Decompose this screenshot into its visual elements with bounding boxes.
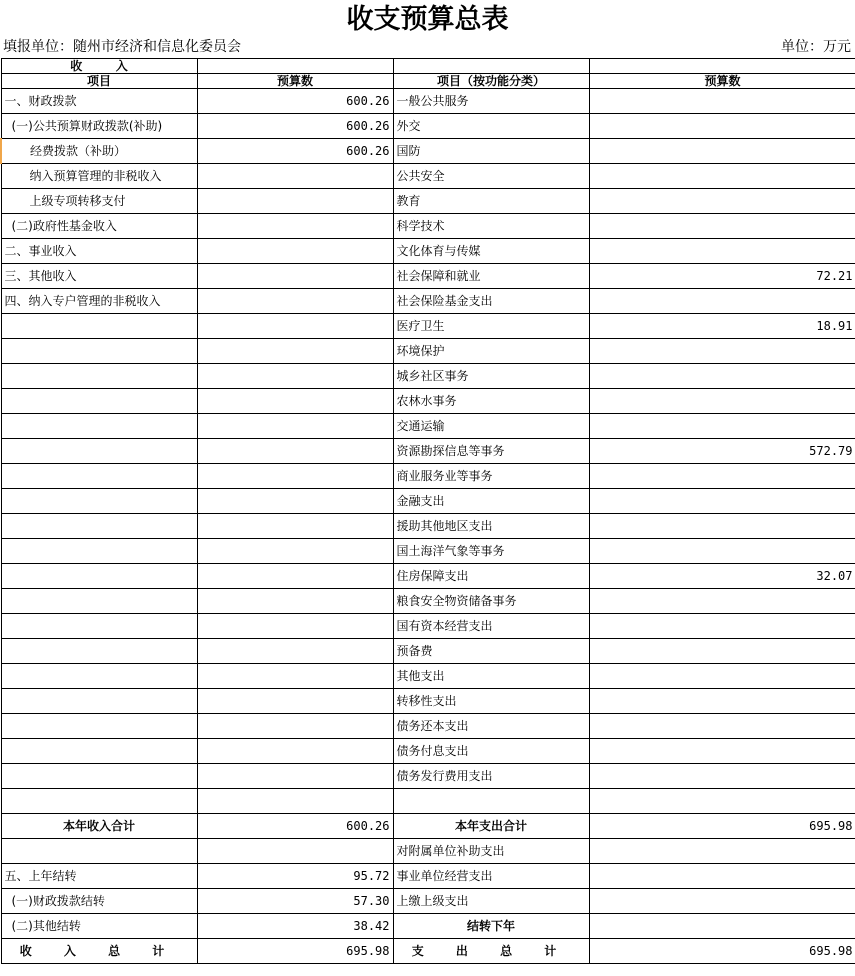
income-item-cell [1,439,197,464]
income-amount-cell [197,714,393,739]
expense-amount-cell: 32.07 [589,564,855,589]
expense-item-cell: 支 出 总 计 [393,939,589,964]
income-amount-cell [197,164,393,189]
expense-item-cell: 公共安全 [393,164,589,189]
expense-item-cell: 本年支出合计 [393,814,589,839]
income-amount-header: 预算数 [197,74,393,89]
expense-amount-cell [589,139,855,164]
table-row [1,914,855,939]
income-item-cell [1,564,197,589]
income-amount-cell [197,514,393,539]
table-row [1,589,855,614]
expense-amount-cell [589,889,855,914]
expense-item-cell: 金融支出 [393,489,589,514]
table-row [1,764,855,789]
income-item-cell [1,789,197,814]
income-item-cell [1,339,197,364]
reporting-unit-label: 填报单位：随州市经济和信息化委员会 [3,39,241,55]
income-amount-cell [197,639,393,664]
page-title: 收支预算总表 [346,4,509,35]
expense-item-cell: 上缴上级支出 [393,889,589,914]
expense-item-cell: 城乡社区事务 [393,364,589,389]
income-amount-cell [197,464,393,489]
expense-item-header: 项目（按功能分类） [393,74,589,89]
income-item-cell [1,614,197,639]
expense-amount-cell: 695.98 [589,939,855,964]
table-row [1,839,855,864]
table-row [1,514,855,539]
income-amount-cell [197,739,393,764]
income-item-cell [1,639,197,664]
income-item-cell [1,664,197,689]
income-amount-cell [197,664,393,689]
income-item-cell [1,314,197,339]
expense-item-cell: 预备费 [393,639,589,664]
table-row [1,364,855,389]
header-empty-cell [393,59,589,74]
table-row [1,289,855,314]
expense-item-cell: 社会保障和就业 [393,264,589,289]
table-row [1,339,855,364]
expense-item-cell: 援助其他地区支出 [393,514,589,539]
expense-item-cell: 其他支出 [393,664,589,689]
expense-amount-cell [589,114,855,139]
expense-item-cell: 农林水事务 [393,389,589,414]
table-row [1,239,855,264]
expense-amount-cell [589,364,855,389]
expense-amount-cell [589,289,855,314]
income-amount-cell [197,364,393,389]
expense-amount-cell [589,864,855,889]
income-item-cell: 一、财政拨款 [1,89,197,114]
income-item-cell: 上级专项转移支付 [1,189,197,214]
income-item-header: 项目 [1,74,197,89]
expense-amount-cell [589,789,855,814]
expense-amount-cell [589,189,855,214]
expense-amount-cell [589,764,855,789]
expense-item-cell: 结转下年 [393,914,589,939]
table-row [1,489,855,514]
income-item-cell [1,739,197,764]
expense-item-cell: 国有资本经营支出 [393,614,589,639]
income-amount-cell [197,314,393,339]
income-amount-cell [197,539,393,564]
income-item-cell [1,839,197,864]
income-item-cell: 四、纳入专户管理的非税收入 [1,289,197,314]
expense-item-cell: 债务发行费用支出 [393,764,589,789]
income-item-cell: 本年收入合计 [1,814,197,839]
table-row [1,939,855,964]
income-amount-cell: 95.72 [197,864,393,889]
table-row [1,664,855,689]
income-amount-cell [197,689,393,714]
header-empty-cell [197,59,393,74]
income-item-cell [1,364,197,389]
table-row [1,114,855,139]
table-row [1,814,855,839]
expense-item-cell: 住房保障支出 [393,564,589,589]
header-empty-cell [589,59,855,74]
table-row [1,414,855,439]
income-amount-cell [197,189,393,214]
income-group-header: 收 入 [1,59,197,74]
income-amount-cell [197,289,393,314]
expense-item-cell: 外交 [393,114,589,139]
expense-amount-cell [589,214,855,239]
income-item-cell [1,589,197,614]
income-amount-cell: 600.26 [197,114,393,139]
expense-amount-cell [589,689,855,714]
table-row [1,539,855,564]
header-row-group [1,59,855,74]
income-amount-cell [197,489,393,514]
expense-item-cell: 国防 [393,139,589,164]
table-row [1,189,855,214]
table-row [1,789,855,814]
expense-item-cell: 转移性支出 [393,689,589,714]
table-row [1,89,855,114]
table-row [1,164,855,189]
expense-amount-cell [589,514,855,539]
expense-item-cell: 商业服务业等事务 [393,464,589,489]
expense-item-cell: 文化体育与传媒 [393,239,589,264]
header-row-columns [1,74,855,89]
expense-item-cell: 教育 [393,189,589,214]
table-row [1,464,855,489]
table-row [1,889,855,914]
income-item-cell: 经费拨款（补助） [1,139,197,164]
expense-item-cell: 交通运输 [393,414,589,439]
income-amount-cell [197,614,393,639]
income-amount-cell: 57.30 [197,889,393,914]
expense-amount-cell [589,539,855,564]
table-row [1,864,855,889]
expense-amount-cell [589,89,855,114]
expense-amount-cell [589,664,855,689]
expense-item-cell: 环境保护 [393,339,589,364]
expense-amount-cell [589,339,855,364]
expense-item-cell: 国土海洋气象等事务 [393,539,589,564]
expense-amount-cell [589,489,855,514]
income-amount-cell [197,214,393,239]
expense-item-cell: 事业单位经营支出 [393,864,589,889]
table-row [1,564,855,589]
income-item-cell [1,539,197,564]
income-item-cell: 纳入预算管理的非税收入 [1,164,197,189]
expense-item-cell: 一般公共服务 [393,89,589,114]
income-amount-cell [197,839,393,864]
expense-amount-header: 预算数 [589,74,855,89]
income-item-cell [1,389,197,414]
table-row [1,689,855,714]
expense-item-cell: 医疗卫生 [393,314,589,339]
expense-amount-cell: 72.21 [589,264,855,289]
income-amount-cell [197,414,393,439]
income-amount-cell: 38.42 [197,914,393,939]
income-item-cell [1,714,197,739]
expense-amount-cell [589,239,855,264]
income-item-cell: (二)政府性基金收入 [1,214,197,239]
expense-amount-cell: 572.79 [589,439,855,464]
table-row [1,739,855,764]
expense-amount-cell [589,589,855,614]
income-amount-cell [197,439,393,464]
table-row [1,314,855,339]
income-item-cell [1,464,197,489]
expense-amount-cell: 695.98 [589,814,855,839]
expense-item-cell: 粮食安全物资储备事务 [393,589,589,614]
expense-item-cell: 社会保险基金支出 [393,289,589,314]
currency-unit-label: 单位：万元 [781,39,851,55]
expense-amount-cell [589,464,855,489]
income-amount-cell [197,389,393,414]
income-amount-cell [197,764,393,789]
budget-summary-table [0,58,855,964]
income-amount-cell: 600.26 [197,89,393,114]
income-amount-cell [197,589,393,614]
expense-item-cell: 科学技术 [393,214,589,239]
table-row [1,264,855,289]
income-item-cell [1,489,197,514]
table-row [1,389,855,414]
expense-amount-cell: 18.91 [589,314,855,339]
expense-amount-cell [589,614,855,639]
income-item-cell: 五、上年结转 [1,864,197,889]
income-amount-cell [197,264,393,289]
table-row [1,214,855,239]
income-item-cell: 二、事业收入 [1,239,197,264]
expense-amount-cell [589,164,855,189]
income-amount-cell: 695.98 [197,939,393,964]
income-item-cell [1,764,197,789]
expense-amount-cell [589,839,855,864]
income-item-cell: (一)财政拨款结转 [1,889,197,914]
expense-amount-cell [589,914,855,939]
expense-item-cell [393,789,589,814]
expense-amount-cell [589,639,855,664]
table-row [1,614,855,639]
income-item-cell: 三、其他收入 [1,264,197,289]
expense-item-cell: 债务付息支出 [393,739,589,764]
income-item-cell [1,689,197,714]
table-row [1,714,855,739]
expense-amount-cell [589,414,855,439]
expense-amount-cell [589,714,855,739]
expense-item-cell: 债务还本支出 [393,714,589,739]
income-amount-cell [197,239,393,264]
income-item-cell: (二)其他结转 [1,914,197,939]
table-row [1,139,855,164]
income-amount-cell: 600.26 [197,139,393,164]
income-item-cell [1,414,197,439]
expense-item-cell: 对附属单位补助支出 [393,839,589,864]
expense-item-cell: 资源勘探信息等事务 [393,439,589,464]
expense-amount-cell [589,739,855,764]
expense-amount-cell [589,389,855,414]
table-row [1,439,855,464]
table-row [1,639,855,664]
income-item-cell: 收 入 总 计 [1,939,197,964]
income-amount-cell [197,564,393,589]
income-item-cell: (一)公共预算财政拨款(补助) [1,114,197,139]
income-amount-cell [197,339,393,364]
income-item-cell [1,514,197,539]
income-amount-cell [197,789,393,814]
income-amount-cell: 600.26 [197,814,393,839]
